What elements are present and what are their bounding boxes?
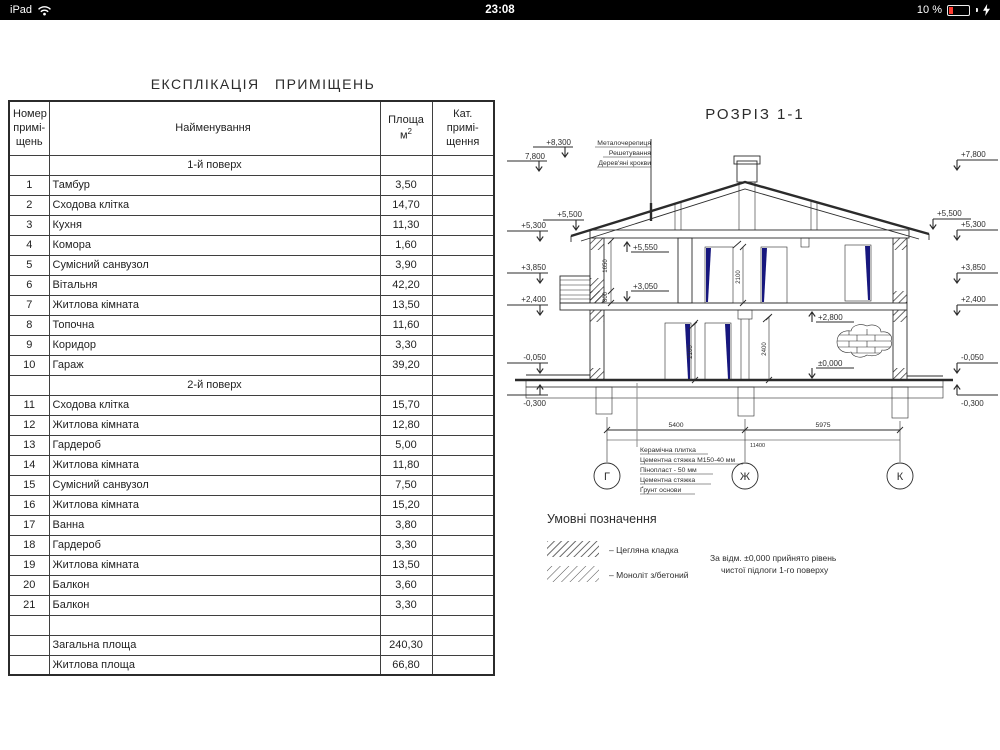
total-row: Житлова площа 66,80 <box>9 655 494 675</box>
table-row: 7 Житлова кімната 13,50 <box>9 295 494 315</box>
col-header-name: Найменування <box>49 101 380 155</box>
svg-text:-0,050: -0,050 <box>961 353 984 362</box>
first-floor-walls <box>590 310 907 380</box>
clock: 23:08 <box>485 4 515 16</box>
table-row: 5 Сумісний санвузол 3,90 <box>9 255 494 275</box>
svg-text:7,800: 7,800 <box>524 152 545 161</box>
svg-text:800: 800 <box>603 291 609 303</box>
svg-text:-0,050: -0,050 <box>523 353 546 362</box>
svg-text:2100: 2100 <box>688 345 694 359</box>
empty-row <box>9 615 494 635</box>
legend <box>547 512 837 582</box>
svg-text:+5,300: +5,300 <box>521 221 546 230</box>
legend-swatch-brick <box>547 541 599 557</box>
legend-title: Умовні позначення <box>547 512 657 526</box>
elevation-marks-left <box>507 138 584 408</box>
svg-text:Металочерепиця: Металочерепиця <box>597 140 651 147</box>
brick-detail <box>833 325 897 358</box>
table-title: ЕКСПЛІКАЦІЯ ПРИМІЩЕНЬ <box>150 76 376 92</box>
svg-text:2100: 2100 <box>736 270 742 284</box>
table-header-row <box>9 101 494 155</box>
svg-text:Ґрунт основи: Ґрунт основи <box>640 487 682 494</box>
section-row: 1-й поверх <box>9 155 494 175</box>
floor-layers-callout <box>637 383 743 494</box>
battery-nub <box>976 8 978 12</box>
table-row: 3 Кухня 11,30 <box>9 215 494 235</box>
svg-text:+3,050: +3,050 <box>633 282 658 291</box>
status-right <box>917 4 990 16</box>
svg-text:±0,000: ±0,000 <box>818 359 843 368</box>
charging-bolt-icon <box>983 4 990 16</box>
table-row: 18 Гардероб 3,30 <box>9 535 494 555</box>
ceiling-slab <box>590 230 909 238</box>
table-row: 12 Житлова кімната 12,80 <box>9 415 494 435</box>
table-row: 2 Сходова клітка 14,70 <box>9 195 494 215</box>
legend-label-monolith: – Моноліт з/бетоний <box>609 570 689 580</box>
svg-text:+5,500: +5,500 <box>557 210 582 219</box>
legend-label-brick: – Цегляна кладка <box>609 545 679 555</box>
svg-text:11400: 11400 <box>750 443 766 449</box>
svg-text:-0,300: -0,300 <box>961 399 984 408</box>
svg-text:Дерев'яні крокви: Дерев'яні крокви <box>598 160 651 167</box>
svg-text:+3,850: +3,850 <box>521 263 546 272</box>
balcony-stairs <box>560 276 604 303</box>
floor-slab <box>560 303 907 310</box>
legend-note: За відм. ±0,000 прийнято рівень <box>710 553 837 563</box>
battery-percent: 10 % <box>916 4 942 16</box>
svg-text:Пінопласт - 50 мм: Пінопласт - 50 мм <box>640 467 697 474</box>
table-row: 9 Коридор 3,30 <box>9 335 494 355</box>
svg-text:+5,550: +5,550 <box>633 243 658 252</box>
table-row: 19 Житлова кімната 13,50 <box>9 555 494 575</box>
explication-table <box>8 100 495 676</box>
svg-text:+3,850: +3,850 <box>961 263 986 272</box>
device-label: iPad <box>10 4 33 16</box>
table-row: 16 Житлова кімната 15,20 <box>9 495 494 515</box>
svg-text:5400: 5400 <box>668 422 684 429</box>
svg-text:+5,500: +5,500 <box>937 209 962 218</box>
section-row: 2-й поверх <box>9 375 494 395</box>
legend-swatch-monolith <box>547 566 599 582</box>
svg-text:Керамічна плитка: Керамічна плитка <box>640 447 696 454</box>
roof <box>571 182 929 242</box>
col-header-area: Площа $м^2$ <box>380 101 432 155</box>
svg-text:+2,400: +2,400 <box>521 295 546 304</box>
svg-text:+8,300: +8,300 <box>546 138 571 147</box>
status-left <box>10 4 52 16</box>
drawing-title: РОЗРІЗ 1-1 <box>705 106 805 123</box>
svg-text:Цементна стяжка М150-40 мм: Цементна стяжка М150-40 мм <box>640 457 736 464</box>
chimney <box>734 156 760 182</box>
col-header-number: Номер примі- щень <box>9 101 49 155</box>
foundation-piers <box>596 387 908 418</box>
svg-text:К: К <box>896 471 904 483</box>
svg-text:5975: 5975 <box>815 422 831 429</box>
svg-text:чистої підлоги 1-го поверху: чистої підлоги 1-го поверху <box>721 565 829 575</box>
table-row: 1 Тамбур 3,50 <box>9 175 494 195</box>
svg-text:+5,300: +5,300 <box>961 220 986 229</box>
roof-callout <box>595 139 651 221</box>
table-row: 15 Сумісний санвузол 7,50 <box>9 475 494 495</box>
svg-text:1650: 1650 <box>603 259 609 273</box>
svg-text:-0,300: -0,300 <box>523 399 546 408</box>
section-drawing <box>505 95 1000 610</box>
table-row: 4 Комора 1,60 <box>9 235 494 255</box>
svg-text:2400: 2400 <box>762 342 768 356</box>
svg-text:Г: Г <box>604 471 610 483</box>
table-row: 6 Вітальня 42,20 <box>9 275 494 295</box>
table-row: 21 Балкон 3,30 <box>9 595 494 615</box>
total-row: Загальна площа 240,30 <box>9 635 494 655</box>
table-row: 14 Житлова кімната 11,80 <box>9 455 494 475</box>
svg-text:+7,800: +7,800 <box>961 150 986 159</box>
svg-text:Цементна стяжка: Цементна стяжка <box>640 477 696 484</box>
status-bar <box>0 0 1000 20</box>
svg-text:+2,800: +2,800 <box>818 313 843 322</box>
svg-text:Решетування: Решетування <box>608 150 651 157</box>
table-row: 20 Балкон 3,60 <box>9 575 494 595</box>
battery-icon <box>947 5 970 16</box>
table-row: 11 Сходова клітка 15,70 <box>9 395 494 415</box>
table-row: 10 Гараж 39,20 <box>9 355 494 375</box>
table-row: 8 Топочна 11,60 <box>9 315 494 335</box>
svg-text:+2,400: +2,400 <box>961 295 986 304</box>
svg-text:Ж: Ж <box>739 471 751 483</box>
table-row: 17 Ванна 3,80 <box>9 515 494 535</box>
dimension-chain <box>604 417 903 462</box>
wifi-icon <box>37 5 52 16</box>
ground-slab <box>515 375 953 398</box>
elevation-marks-right <box>930 150 998 408</box>
table-row: 13 Гардероб 5,00 <box>9 435 494 455</box>
col-header-category: Кат. примі- щення <box>432 101 494 155</box>
